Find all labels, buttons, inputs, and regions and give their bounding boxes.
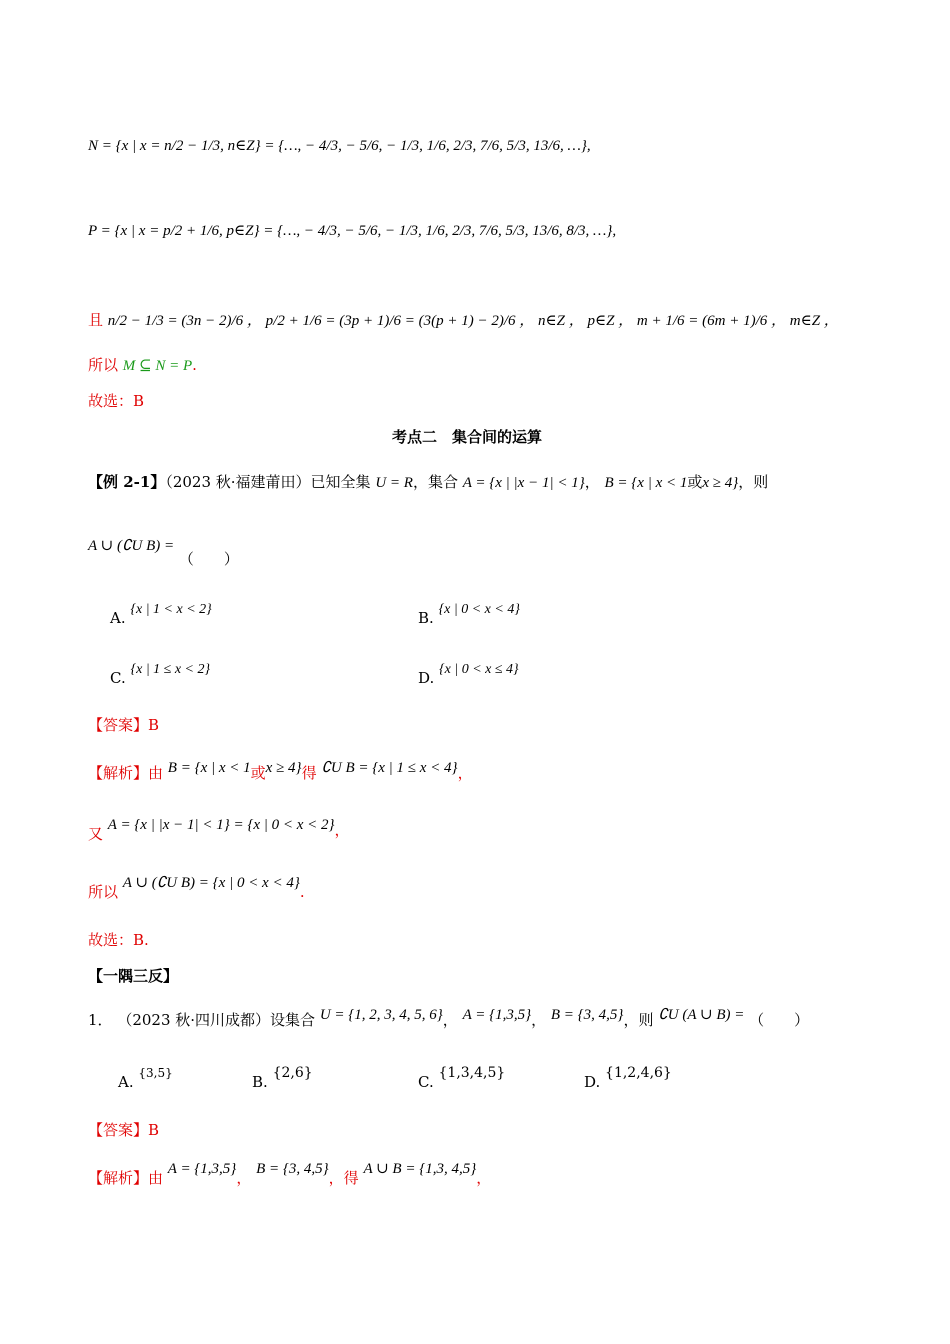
so-expr: M ⊆ N = P — [122, 358, 193, 374]
option-value: {x | 0 < x ≤ 4} — [439, 662, 519, 677]
option-a[interactable] — [110, 598, 212, 627]
option-label: C. — [110, 669, 126, 687]
analysis-2 — [88, 814, 350, 843]
option-label: A. — [110, 609, 126, 627]
practice-option-a[interactable] — [118, 1062, 173, 1091]
practice-num: 1． — [88, 1011, 113, 1029]
example-or: 或 — [687, 473, 703, 491]
and-prefix: 且 — [88, 311, 104, 329]
analysis-b: B = {3, 4,5} — [256, 1161, 329, 1177]
option-label: D. — [418, 669, 435, 687]
analysis-result: A ∪ B = {1,3, 4,5} — [363, 1161, 477, 1177]
practice-u: U = {1, 2, 3, 4, 5, 6} — [319, 1007, 443, 1023]
option-c[interactable] — [110, 658, 211, 687]
option-value: {x | 0 < x < 4} — [438, 602, 520, 617]
analysis-2-prefix: 又 — [88, 825, 104, 843]
analysis-a: A = {1,3,5} — [167, 1161, 237, 1177]
and-line — [88, 310, 839, 331]
analysis-3-prefix: 所以 — [88, 883, 119, 901]
analysis-3 — [88, 872, 305, 901]
practice-option-b[interactable] — [252, 1062, 313, 1091]
analysis-de: ，得 — [328, 1169, 359, 1187]
example-mid2: ， — [584, 473, 600, 491]
p-set-line — [88, 221, 616, 241]
practice-option-c[interactable] — [418, 1062, 506, 1091]
so-line — [88, 355, 197, 376]
practice-then: ，则 — [623, 1011, 654, 1029]
option-value: {2,6} — [272, 1065, 313, 1081]
option-label: D. — [584, 1073, 601, 1091]
example-end: ，则 — [738, 473, 769, 491]
set-a: A = {x | |x − 1| < 1} — [462, 475, 585, 491]
set-b: B = {x | x < 1 — [604, 475, 688, 491]
choose-line-2: 故选：B. — [88, 931, 149, 949]
practice-b: B = {3, 4,5} — [550, 1007, 624, 1023]
so-end: . — [192, 356, 197, 374]
option-d[interactable] — [418, 658, 519, 687]
choose-line-1: 故选：B — [88, 392, 145, 410]
practice-question: ∁U (A ∪ B) = — [658, 1007, 745, 1023]
option-label: C. — [418, 1073, 434, 1091]
n-set-line — [88, 136, 591, 156]
section-title: 考点二 集合间的运算 — [392, 428, 543, 446]
universal-set: U = R — [375, 475, 413, 491]
option-value: {3,5} — [138, 1066, 173, 1080]
n-set-expr: N = {x | x = n/2 − 1/3, n∈Z} = {…, − 4/3, − 5/6, − 1/3, 1/6, 2/3, 7/6, 5/3, 13/6, …}, — [88, 138, 591, 154]
analysis-3-expr: A ∪ (∁U B) = {x | 0 < x < 4} — [122, 875, 300, 891]
practice-source: （2023 秋·四川成都）设集合 — [117, 1011, 316, 1029]
practice-a: A = {1,3,5} — [462, 1007, 532, 1023]
example-stem — [88, 472, 768, 493]
example-mid1: ，集合 — [412, 473, 458, 491]
example-question — [88, 535, 239, 568]
practice-sep2: ， — [531, 1011, 547, 1029]
analysis-b: B = {x | x < 1 — [167, 760, 251, 776]
p-set-expr: P = {x | x = p/2 + 1/6, p∈Z} = {…, − 4/3, − 5/6, − 1/3, 1/6, 2/3, 7/6, 5/3, 13/6, 8/3, …}, — [88, 223, 617, 239]
question-paren: （ ） — [178, 550, 239, 568]
practice-sep1: ， — [442, 1011, 458, 1029]
analysis-end: ， — [457, 764, 473, 782]
analysis-practice — [88, 1158, 492, 1187]
analysis-2-expr: A = {x | |x − 1| < 1} = {x | 0 < x < 2} — [107, 817, 335, 833]
option-value: {x | 1 < x < 2} — [130, 602, 212, 617]
analysis-sep: ， — [236, 1169, 252, 1187]
analysis-de: 得 — [301, 764, 317, 782]
analysis-result: ∁U B = {x | 1 ≤ x < 4} — [321, 760, 458, 776]
option-label: B. — [418, 609, 434, 627]
option-value: {x | 1 ≤ x < 2} — [130, 662, 211, 677]
analysis-3-end: . — [299, 883, 305, 901]
answer-1: 【答案】B — [88, 716, 160, 734]
option-value: {1,3,4,5} — [438, 1065, 506, 1081]
practice-stem — [88, 1004, 810, 1029]
set-b-2: x ≥ 4} — [702, 475, 739, 491]
so-prefix: 所以 — [88, 356, 119, 374]
option-b[interactable] — [418, 598, 520, 627]
example-tag: 【例 2-1】 — [88, 473, 166, 491]
example-source: （2023 秋·福建莆田）已知全集 — [165, 473, 371, 491]
analysis-or: 或 — [250, 764, 266, 782]
analysis-b2: x ≥ 4} — [265, 760, 302, 776]
analysis-tag: 【解析】由 — [88, 1169, 164, 1187]
option-label: B. — [252, 1073, 268, 1091]
practice-option-d[interactable] — [584, 1062, 672, 1091]
and-expr: n/2 − 1/3 = (3n − 2)/6 ， p/2 + 1/6 = (3p + 1)/6 = (3(p + 1) − 2)/6 ， n∈Z ， p∈Z ， m + 1/6 = (6m + 1)/6 ， m∈Z ， — [107, 313, 839, 329]
option-label: A. — [118, 1073, 134, 1091]
analysis-2-end: ， — [334, 821, 350, 839]
question-expr: A ∪ (∁U B) = — [88, 538, 175, 554]
analysis-1 — [88, 757, 473, 782]
analysis-end: ， — [476, 1169, 492, 1187]
practice-title: 【一隅三反】 — [88, 967, 179, 985]
analysis-tag: 【解析】由 — [88, 764, 164, 782]
practice-paren: （ ） — [749, 1011, 810, 1029]
answer-2: 【答案】B — [88, 1121, 160, 1139]
option-value: {1,2,4,6} — [605, 1065, 672, 1081]
